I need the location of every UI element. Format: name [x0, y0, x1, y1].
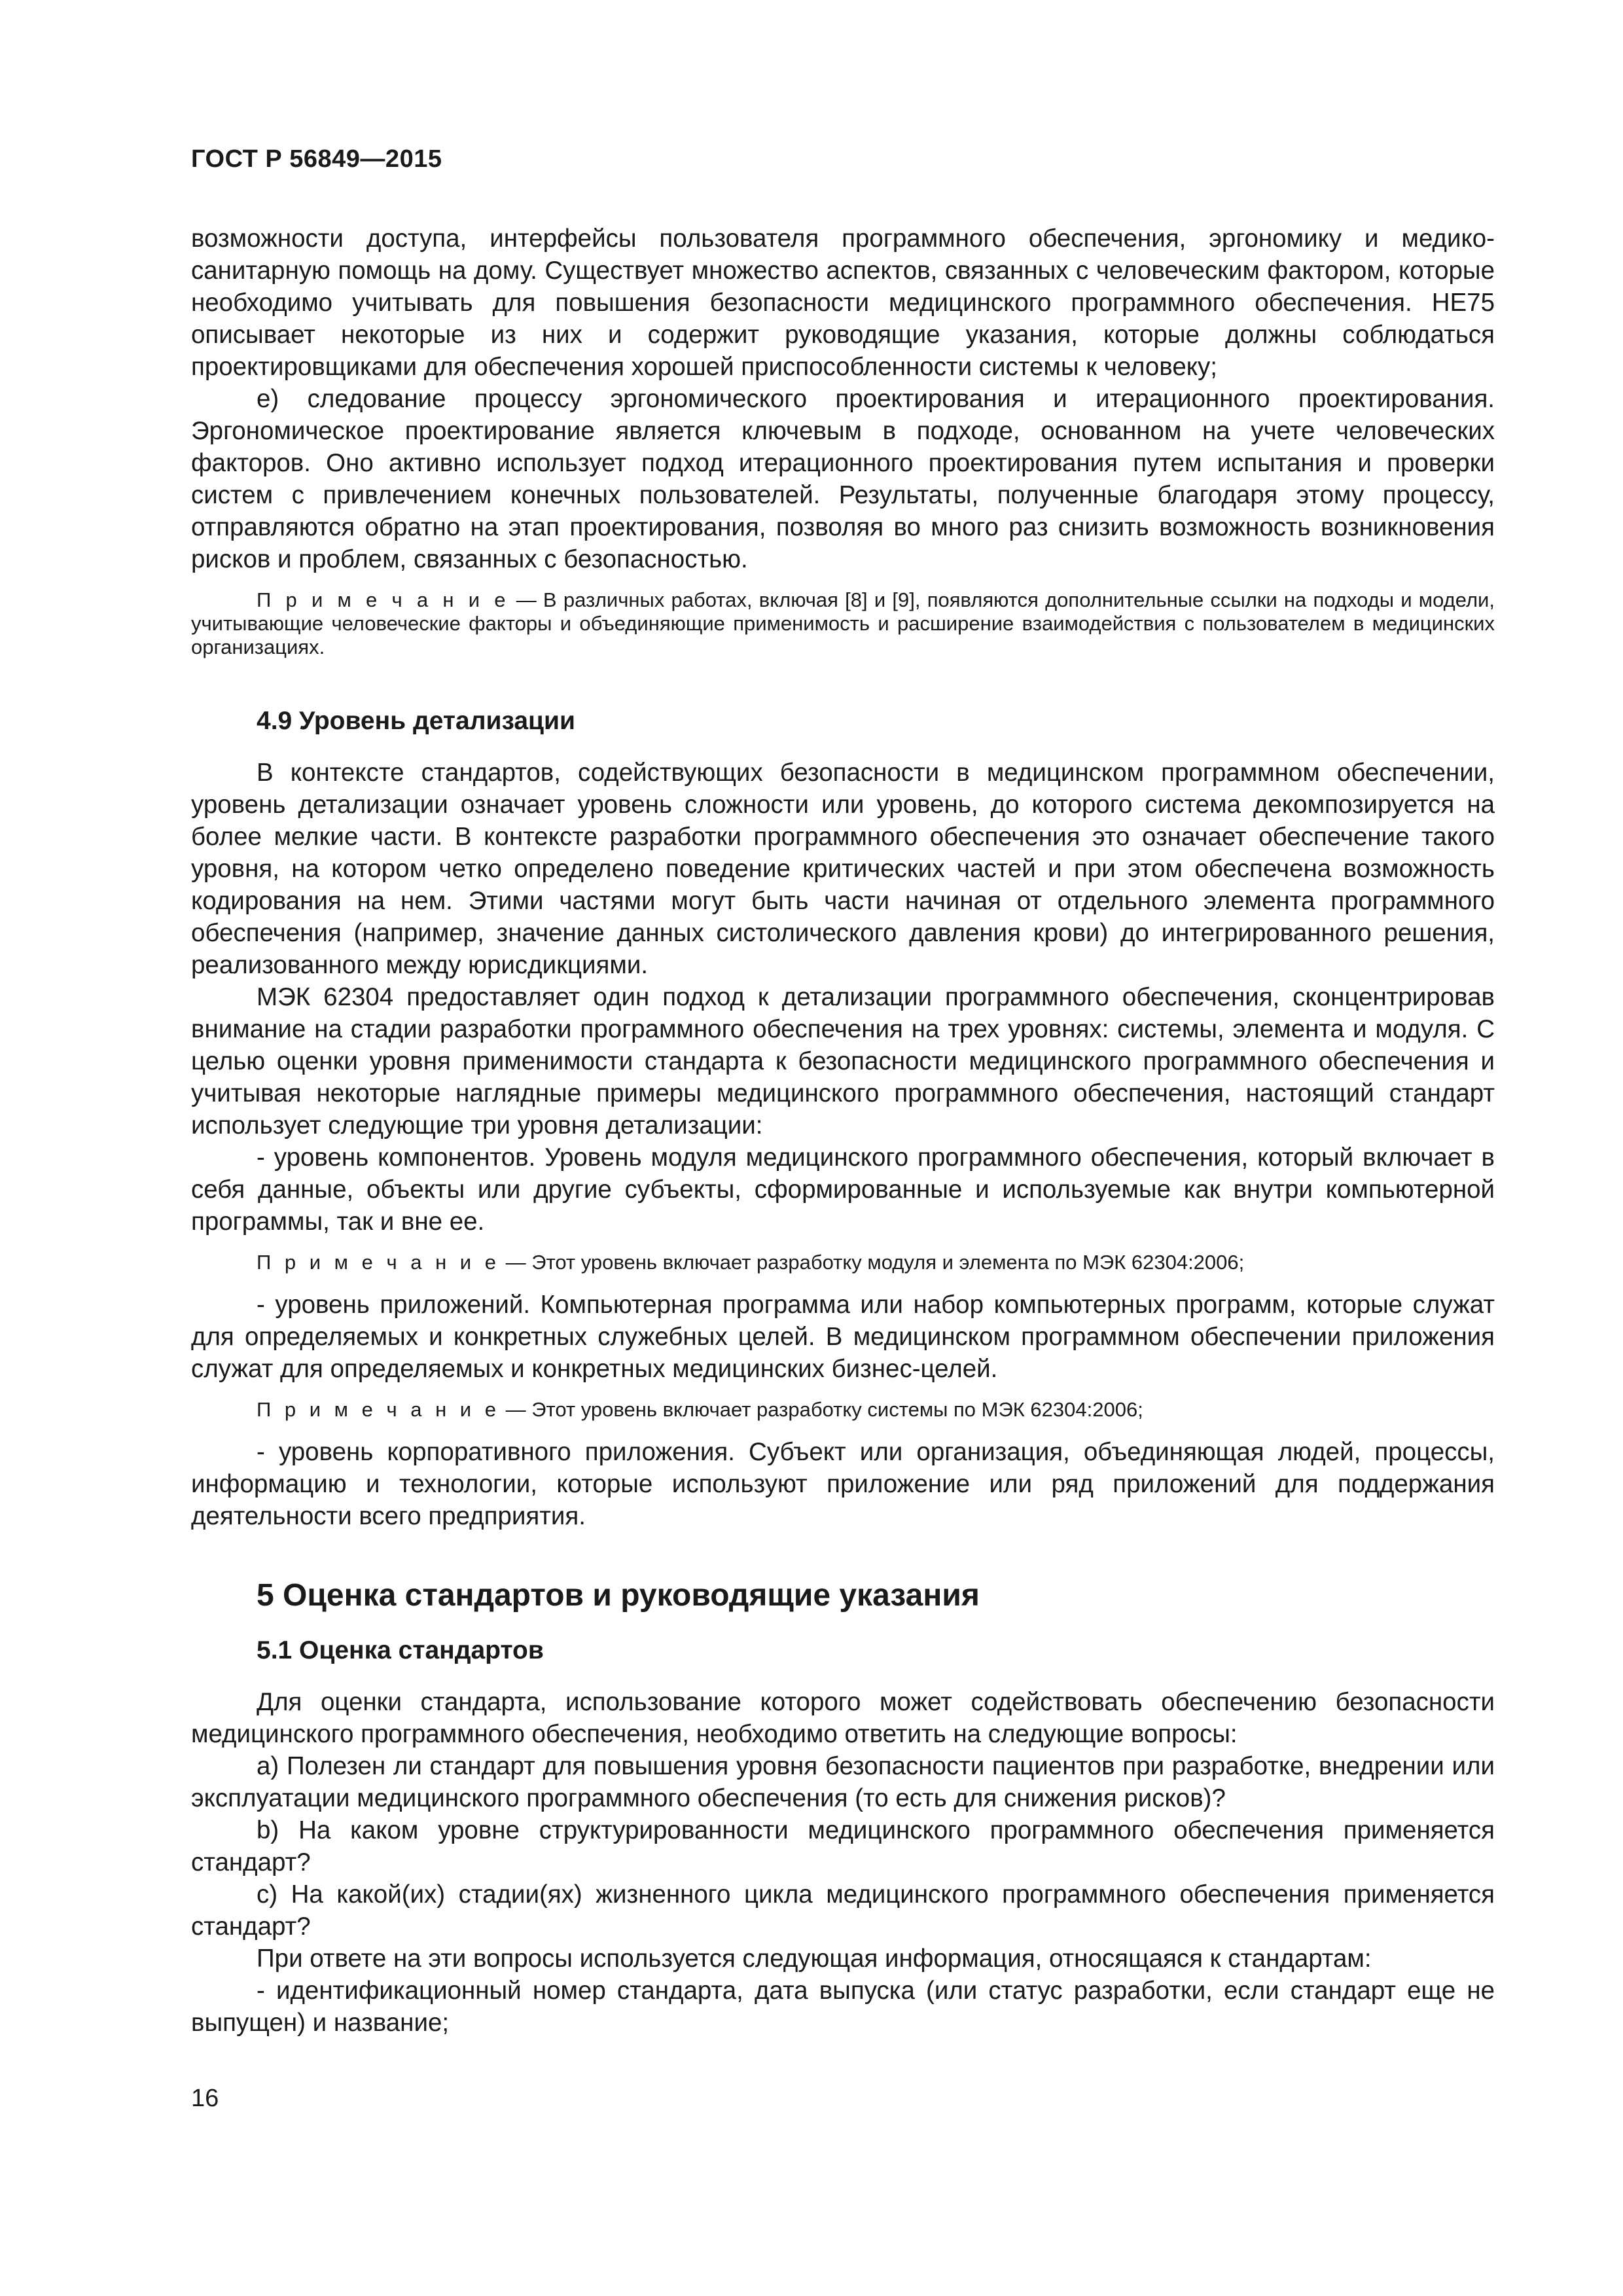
paragraph: При ответе на эти вопросы используется следующая информация, относящаяся к стандартам: — [257, 1945, 1372, 1973]
list-item: - идентификационный номер стандарта, дата выпуска (или статус разработки, если стандарт еще не выпущен) и название; — [191, 1977, 1495, 2037]
note-label: П р и м е ч а н и е — [257, 588, 510, 611]
note — [191, 1251, 1495, 1274]
list-item: а) Полезен ли стандарт для повышения уровня безопасности пациентов при разработке, внедрении или эксплуатации медицинского программного обеспечения (то есть для снижения рисков)? — [191, 1752, 1495, 1812]
note — [191, 1398, 1495, 1422]
note-text: — Этот уровень включает разработку модуля и элемента по МЭК 62304:2006; — [499, 1251, 1245, 1274]
note — [191, 588, 1495, 659]
page-number: 16 — [191, 2085, 219, 2112]
note-text: — Этот уровень включает разработку системы по МЭК 62304:2006; — [499, 1398, 1143, 1421]
note-text: — В различных работах, включая [8] и [9], появляются дополнительные ссылки на подходы и модели, учитывающие человеческие факторы и объединяющие применимость и расширение взаимодействия с пользователем в медицинских организациях. — [191, 588, 1495, 658]
list-item: - уровень компонентов. Уровень модуля медицинского программного обеспечения, который включает в себя данные, объекты или другие субъекты, сформированные и используемые как внутри компьютерной программы, так и вне ее. — [191, 1143, 1495, 1236]
section-heading-5: 5 Оценка стандартов и руководящие указания — [257, 1578, 980, 1613]
section-heading-5-1: 5.1 Оценка стандартов — [257, 1636, 544, 1664]
paragraph: возможности доступа, интерфейсы пользователя программного обеспечения, эргономику и медико-санитарную помощь на дому. Существует множество аспектов, связанных с человеческим фактором, которые необходимо учитывать для повышения безопасности медицинского программного обеспечения. НЕ75 описывает некоторые из них и содержит руководящие указания, которые должны соблюдаться проектировщиками для обеспечения хорошей приспособленности системы к человеку; — [191, 224, 1495, 381]
list-item: b) На каком уровне структурированности медицинского программного обеспечения применяется стандарт? — [191, 1816, 1495, 1876]
paragraph: МЭК 62304 предоставляет один подход к детализации программного обеспечения, сконцентрировав внимание на стадии разработки программного обеспечения на трех уровнях: системы, элемента и модуля. С целью оценки уровня применимости стандарта к безопасности медицинского программного обеспечения и учитывая некоторые наглядные примеры медицинского программного обеспечения, настоящий стандарт использует следующие три уровня детализации: — [191, 983, 1495, 1139]
note-label: П р и м е ч а н и е — [257, 1251, 500, 1274]
list-item: - уровень приложений. Компьютерная программа или набор компьютерных программ, которые служат для определяемых и конкретных служебных целей. В медицинском программном обеспечении приложения служат для определяемых и конкретных медицинских бизнес-целей. — [191, 1291, 1495, 1383]
list-item: с) На какой(их) стадии(ях) жизненного цикла медицинского программного обеспечения применяется стандарт? — [191, 1880, 1495, 1941]
document-body — [191, 223, 1495, 2039]
paragraph: Для оценки стандарта, использование которого может содействовать обеспечению безопасности медицинского программного обеспечения, необходимо ответить на следующие вопросы: — [191, 1688, 1495, 1748]
paragraph: е) следование процессу эргономического проектирования и итерационного проектирования. Эргономическое проектирование является ключевым в подходе, основанном на учете человеческих факторов. Оно активно использует подход итерационного проектирования путем испытания и проверки систем с привлечением конечных пользователей. Результаты, полученные благодаря этому процессу, отправляются обратно на этап проектирования, позволяя во много раз снизить возможность возникновения рисков и проблем, связанных с безопасностью. — [191, 385, 1495, 573]
document-header: ГОСТ Р 56849—2015 — [191, 145, 442, 173]
paragraph: В контексте стандартов, содействующих безопасности в медицинском программном обеспечении, уровень детализации означает уровень сложности или уровень, до которого система декомпозируется на более мелкие части. В контексте разработки программного обеспечения это означает обеспечение такого уровня, на котором четко определено поведение критических частей и при этом обеспечена возможность кодирования на нем. Этими частями могут быть части начиная от отдельного элемента программного обеспечения (например, значение данных систолического давления крови) до интегрированного решения, реализованного между юрисдикциями. — [191, 759, 1495, 979]
section-heading-4-9: 4.9 Уровень детализации — [257, 707, 575, 735]
note-label: П р и м е ч а н и е — [257, 1398, 500, 1421]
list-item: - уровень корпоративного приложения. Субъект или организация, объединяющая людей, процессы, информацию и технологии, которые используют приложение или ряд приложений для поддержания деятельности всего предприятия. — [191, 1438, 1495, 1530]
